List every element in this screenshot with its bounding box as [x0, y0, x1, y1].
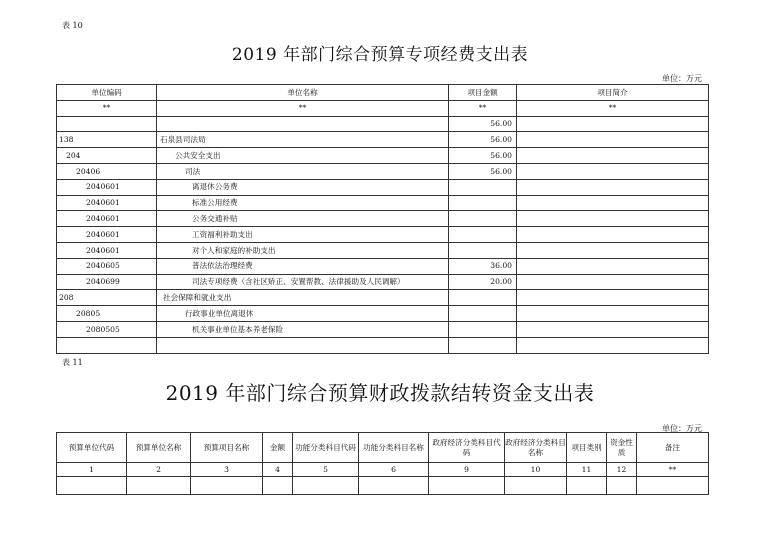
- name-cell: 社会保障和就业支出: [157, 290, 449, 306]
- col-header-fund-nature: 资金性质: [607, 433, 637, 463]
- desc-cell: [517, 132, 709, 148]
- col-header-remarks: 备注: [637, 433, 709, 463]
- unit-label-1: 单位：万元: [662, 74, 702, 83]
- unit-label-2: 单位：万元: [662, 424, 702, 433]
- empty-cell: [637, 477, 709, 495]
- col-header-amount: 项目金额: [449, 85, 517, 101]
- desc-cell: [517, 321, 709, 337]
- name-cell: [157, 337, 449, 353]
- col-header-unit-code: 预算单位代码: [57, 433, 127, 463]
- marker-row: [57, 100, 709, 116]
- number-row: [57, 463, 709, 477]
- name-cell: 司法: [157, 163, 449, 179]
- header-row: [57, 85, 709, 101]
- carryover-fund-table: [56, 432, 709, 495]
- name-cell: 工资福利补助支出: [157, 227, 449, 243]
- table-row: [57, 242, 709, 258]
- table-row: [57, 337, 709, 353]
- number-cell: 11: [567, 463, 607, 477]
- col-header-amount: 金额: [263, 433, 293, 463]
- amount-cell: [449, 195, 517, 211]
- code-cell: 20805: [57, 306, 157, 322]
- code-cell: 2040601: [57, 195, 157, 211]
- code-cell: 2080505: [57, 321, 157, 337]
- amount-cell: [449, 227, 517, 243]
- code-cell: 2040601: [57, 242, 157, 258]
- number-cell: **: [637, 463, 709, 477]
- table-row: [57, 306, 709, 322]
- col-header-unit-name: 预算单位名称: [127, 433, 191, 463]
- code-cell: [57, 337, 157, 353]
- name-cell: 普法依法治理经费: [157, 258, 449, 274]
- amount-cell: [449, 321, 517, 337]
- number-cell: 10: [505, 463, 567, 477]
- desc-cell: [517, 337, 709, 353]
- page-title-1: 2019 年部门综合预算专项经费支出表: [231, 45, 529, 65]
- name-cell: 司法专项经费（含社区矫正、安置帮教、法律援助及人民调解）: [157, 274, 449, 290]
- number-cell: 4: [263, 463, 293, 477]
- desc-cell: [517, 290, 709, 306]
- name-cell: [157, 116, 449, 132]
- number-cell: 6: [359, 463, 429, 477]
- amount-cell: [449, 306, 517, 322]
- desc-cell: [517, 195, 709, 211]
- desc-cell: [517, 274, 709, 290]
- number-cell: 1: [57, 463, 127, 477]
- col-header-project-type: 项目类别: [567, 433, 607, 463]
- table-row: [57, 195, 709, 211]
- amount-cell: 36.00: [449, 258, 517, 274]
- desc-cell: [517, 116, 709, 132]
- desc-cell: [517, 306, 709, 322]
- number-cell: 5: [293, 463, 359, 477]
- desc-cell: [517, 179, 709, 195]
- code-cell: 204: [57, 148, 157, 164]
- col-header-name: 单位名称: [157, 85, 449, 101]
- marker-cell: **: [57, 100, 157, 116]
- name-cell: 标准公用经费: [157, 195, 449, 211]
- name-cell: 公共安全支出: [157, 148, 449, 164]
- table-row: [57, 290, 709, 306]
- table-row: [57, 132, 709, 148]
- marker-cell: **: [449, 100, 517, 116]
- empty-cell: [263, 477, 293, 495]
- code-cell: 138: [57, 132, 157, 148]
- code-cell: 2040601: [57, 211, 157, 227]
- col-header-func-name: 功能分类科目名称: [359, 433, 429, 463]
- code-cell: 2040605: [57, 258, 157, 274]
- col-header-econ-code: 政府经济分类科目代码: [429, 433, 505, 463]
- number-cell: 9: [429, 463, 505, 477]
- desc-cell: [517, 242, 709, 258]
- name-cell: 对个人和家庭的补助支出: [157, 242, 449, 258]
- empty-row: [57, 477, 709, 495]
- table-row: [57, 321, 709, 337]
- code-cell: 20406: [57, 163, 157, 179]
- name-cell: 机关事业单位基本养老保险: [157, 321, 449, 337]
- desc-cell: [517, 148, 709, 164]
- table-row: [57, 148, 709, 164]
- amount-cell: 56.00: [449, 148, 517, 164]
- amount-cell: [449, 211, 517, 227]
- col-header-econ-name: 政府经济分类科目名称: [505, 433, 567, 463]
- desc-cell: [517, 211, 709, 227]
- table-row: [57, 258, 709, 274]
- amount-cell: 56.00: [449, 163, 517, 179]
- amount-cell: [449, 337, 517, 353]
- number-cell: 12: [607, 463, 637, 477]
- col-header-code: 单位编码: [57, 85, 157, 101]
- amount-cell: 20.00: [449, 274, 517, 290]
- empty-cell: [505, 477, 567, 495]
- marker-cell: **: [157, 100, 449, 116]
- table-row: [57, 179, 709, 195]
- empty-cell: [293, 477, 359, 495]
- code-cell: 2040601: [57, 227, 157, 243]
- empty-cell: [607, 477, 637, 495]
- table-label-11: 表 11: [62, 358, 83, 367]
- col-header-desc: 项目简介: [517, 85, 709, 101]
- amount-cell: 56.00: [449, 132, 517, 148]
- table-row: [57, 116, 709, 132]
- name-cell: 行政事业单位离退休: [157, 306, 449, 322]
- code-cell: 2040601: [57, 179, 157, 195]
- name-cell: 石泉县司法局: [157, 132, 449, 148]
- code-cell: 2040699: [57, 274, 157, 290]
- special-fund-table: [56, 84, 709, 354]
- table-row: [57, 274, 709, 290]
- table-row: [57, 163, 709, 179]
- empty-cell: [567, 477, 607, 495]
- amount-cell: [449, 242, 517, 258]
- amount-cell: 56.00: [449, 116, 517, 132]
- table-row: [57, 211, 709, 227]
- name-cell: 离退休公务费: [157, 179, 449, 195]
- desc-cell: [517, 258, 709, 274]
- empty-cell: [359, 477, 429, 495]
- desc-cell: [517, 227, 709, 243]
- empty-cell: [191, 477, 263, 495]
- amount-cell: [449, 290, 517, 306]
- empty-cell: [127, 477, 191, 495]
- number-cell: 3: [191, 463, 263, 477]
- table-label-10: 表 10: [62, 21, 83, 30]
- code-cell: [57, 116, 157, 132]
- name-cell: 公务交通补贴: [157, 211, 449, 227]
- col-header-func-code: 功能分类科目代码: [293, 433, 359, 463]
- table-row: [57, 227, 709, 243]
- empty-cell: [57, 477, 127, 495]
- empty-cell: [429, 477, 505, 495]
- code-cell: 208: [57, 290, 157, 306]
- number-cell: 2: [127, 463, 191, 477]
- header-row: [57, 433, 709, 463]
- col-header-project-name: 预算项目名称: [191, 433, 263, 463]
- marker-cell: **: [517, 100, 709, 116]
- amount-cell: [449, 179, 517, 195]
- desc-cell: [517, 163, 709, 179]
- page-title-2: 2019 年部门综合预算财政拨款结转资金支出表: [165, 381, 595, 405]
